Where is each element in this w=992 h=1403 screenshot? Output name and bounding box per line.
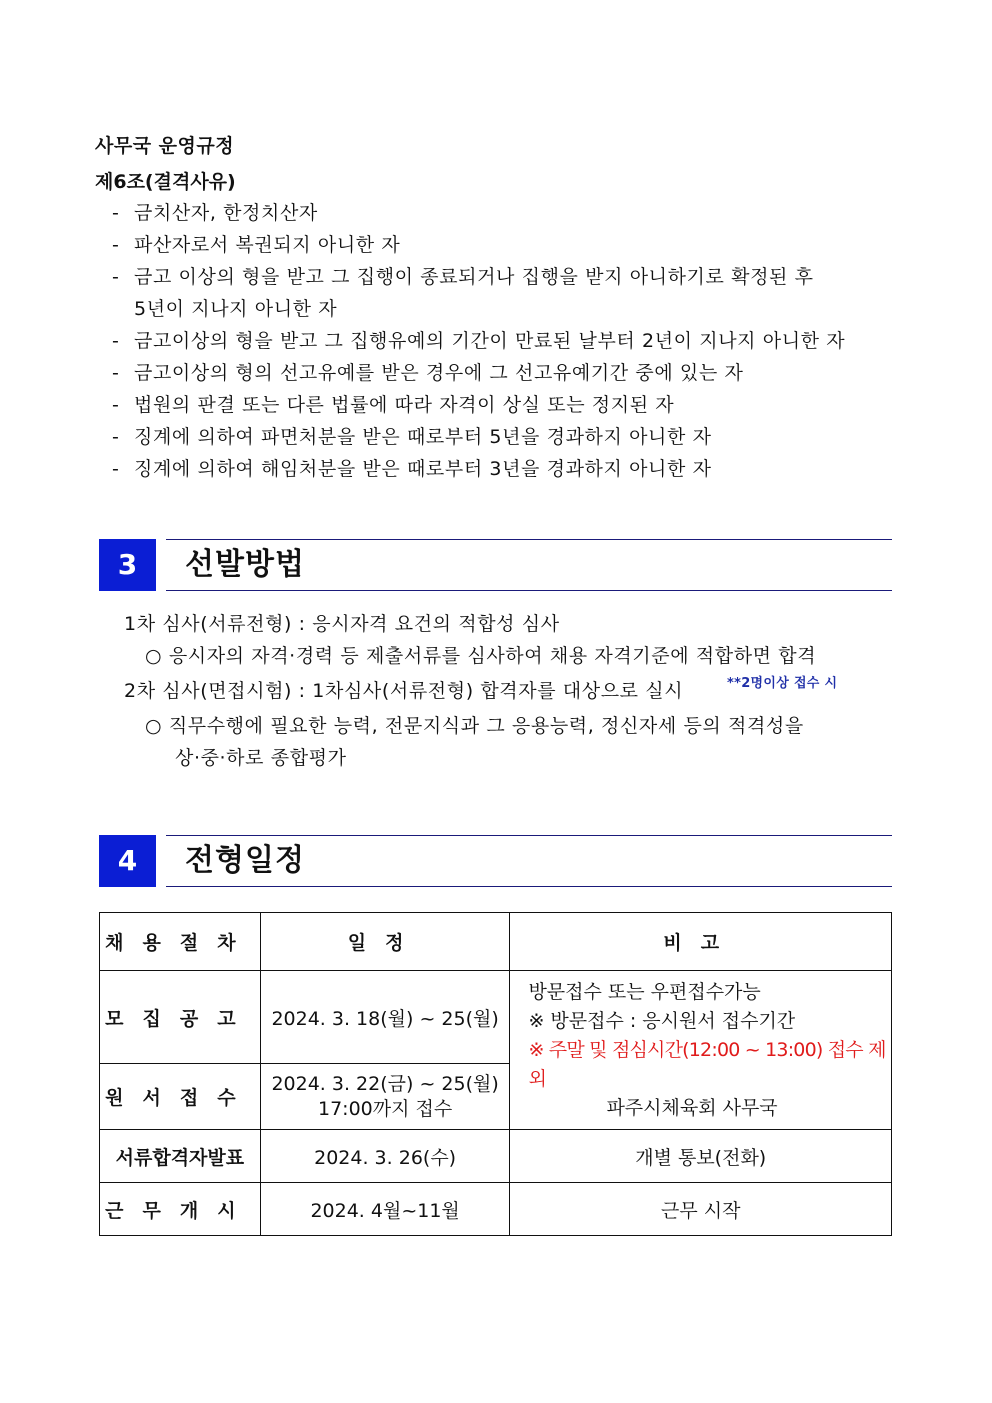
list-item (112, 261, 912, 325)
stage2-detail: ○ 직무수행에 필요한 능력, 전문지식과 그 응용능력, 정신자세 등의 적격성을 (145, 715, 804, 737)
step-cell: 근무개시 (100, 1183, 261, 1236)
list-dash: - (112, 234, 120, 256)
list-dash: - (112, 426, 120, 448)
header-date: 일정 (260, 913, 510, 971)
article-heading: 제6조(결격사유) (95, 171, 236, 193)
step-cell: 원서접수 (100, 1064, 261, 1130)
date-cell: 2024. 3. 26(수) (260, 1130, 510, 1183)
list-item-text: 금고이상의 형의 선고유예를 받은 경우에 그 선고유예기간 중에 있는 자 (134, 362, 744, 384)
list-item-text: 징계에 의하여 해임처분을 받은 때로부터 3년을 경과하지 아니한 자 (134, 458, 712, 480)
list-item (112, 389, 912, 421)
list-dash: - (112, 362, 120, 384)
list-item (112, 357, 912, 389)
list-item (112, 229, 912, 261)
list-item (112, 453, 912, 485)
date-line: 2024. 3. 22(금) ~ 25(월) (271, 1072, 499, 1095)
stage1-text: 1차 심사(서류전형) : 응시자격 요건의 적합성 심사 (124, 613, 560, 635)
list-dash: - (112, 202, 120, 224)
table-row (100, 1183, 892, 1236)
header-note: 비고 (510, 913, 892, 971)
stage2-text: 2차 심사(면접시험) : 1차심사(서류전형) 합격자를 대상으로 실시 (124, 680, 684, 702)
step-cell: 서류합격자발표 (100, 1130, 261, 1183)
date-cell: 2024. 4월~11월 (260, 1183, 510, 1236)
note-line: ※ 방문접수 : 응시원서 접수기간 (528, 1009, 796, 1032)
list-item-text: 징계에 의하여 파면처분을 받은 때로부터 5년을 경과하지 아니한 자 (134, 426, 712, 448)
merged-note-cell (510, 971, 892, 1130)
stage2-note: **2명이상 접수 시 (727, 676, 838, 691)
list-item-text: 금고이상의 형을 받고 그 집행유예의 기간이 만료된 날부터 2년이 지나지 아니한 자 (134, 330, 846, 352)
note-line: 파주시체육회 사무국 (606, 1096, 778, 1119)
list-item-text: 금치산자, 한정치산자 (134, 202, 318, 224)
section-title: 전형일정 (185, 843, 305, 878)
stage1-detail: ○ 응시자의 자격·경력 등 제출서류를 심사하여 채용 자격기준에 적합하면 합격 (145, 645, 817, 667)
list-item-text: 파산자로서 복권되지 아니한 자 (134, 234, 401, 256)
list-item-text: 금고 이상의 형을 받고 그 집행이 종료되거나 집행을 받지 아니하기로 확정된 후 (134, 266, 814, 288)
stage2-detail-continuation: 상·중·하로 종합평가 (175, 747, 347, 769)
section-number-badge: 4 (99, 835, 156, 887)
step-cell: 모집공고 (100, 971, 261, 1064)
note-cell: 근무 시작 (510, 1183, 892, 1236)
section-3-header (99, 539, 892, 591)
section-title: 선발방법 (185, 547, 305, 582)
date-line: 17:00까지 접수 (318, 1097, 453, 1120)
section-rule-bottom (166, 590, 892, 591)
list-item (112, 325, 912, 357)
list-item-text: 법원의 판결 또는 다른 법률에 따라 자격이 상실 또는 정지된 자 (134, 394, 675, 416)
note-line: 방문접수 또는 우편접수가능 (528, 980, 761, 1003)
list-item (112, 197, 912, 229)
list-item-continuation: 5년이 지나지 아니한 자 (134, 298, 338, 320)
table-header-row (100, 913, 892, 971)
section-number-badge: 3 (99, 539, 156, 591)
table-row (100, 1130, 892, 1183)
table-row (100, 971, 892, 1064)
section-rule-bottom (166, 886, 892, 887)
list-dash: - (112, 458, 120, 480)
regulation-title: 사무국 운영규정 (95, 135, 235, 157)
note-cell: 개별 통보(전화) (510, 1130, 892, 1183)
section-4-header (99, 835, 892, 887)
list-dash: - (112, 266, 120, 288)
date-cell: 2024. 3. 18(월) ~ 25(월) (260, 971, 510, 1064)
disqualification-list (112, 197, 912, 485)
list-dash: - (112, 394, 120, 416)
list-item (112, 421, 912, 453)
list-dash: - (112, 330, 120, 352)
note-warning-line: ※ 주말 및 점심시간(12:00 ~ 13:00) 접수 제외 (528, 1038, 886, 1090)
header-step: 채용절차 (100, 913, 261, 971)
date-cell (260, 1064, 510, 1130)
schedule-table (99, 912, 892, 1236)
